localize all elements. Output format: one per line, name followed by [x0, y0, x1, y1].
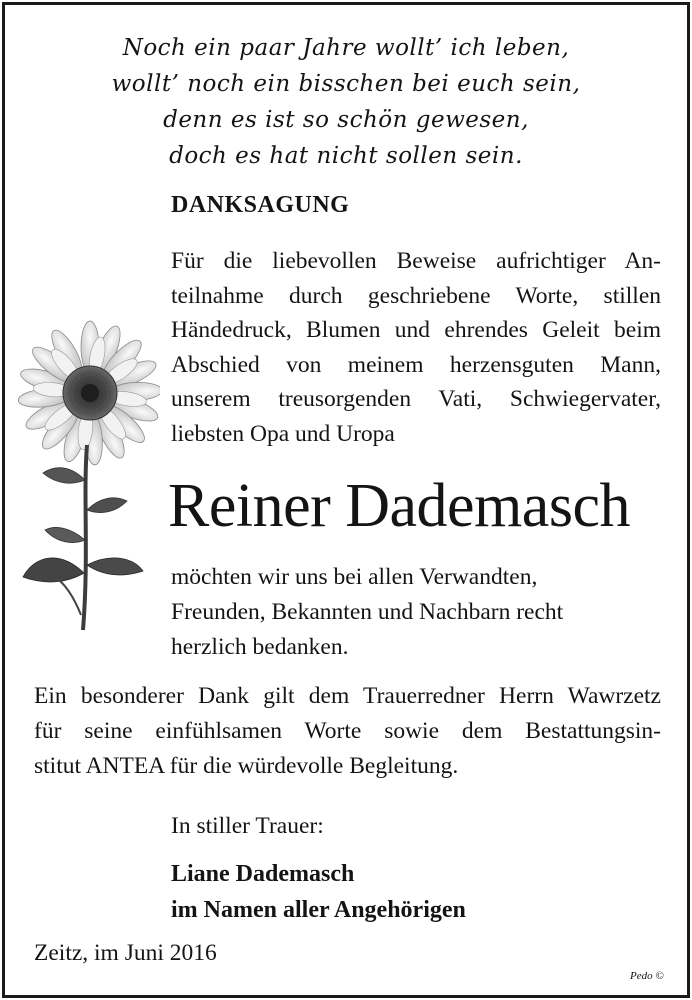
special-thanks-paragraph: [34, 679, 661, 784]
poem-line: doch es hat nicht sollen sein.: [169, 143, 523, 169]
text-line: liebsten Opa und Uropa: [171, 420, 395, 447]
thanks-paragraph: [171, 244, 661, 451]
text-line: stitut ANTEA für die würdevolle Begleitung.: [34, 753, 459, 779]
sunflower-image: [15, 315, 160, 635]
signature-relation: im Namen aller Angehörigen: [171, 897, 466, 923]
text-line: Freunden, Bekannten und Nachbarn recht: [171, 599, 564, 625]
place-date: Zeitz, im Juni 2016: [34, 940, 217, 966]
text-line: Für die liebevollen Beweise aufrichtiger An-: [171, 248, 661, 274]
poem-line: Noch ein paar Jahre wollt’ ich leben,: [122, 35, 570, 61]
deceased-name: Reiner Dademasch: [168, 472, 630, 540]
signature-name: Liane Dademasch: [171, 861, 355, 887]
thanks-closing-paragraph: [171, 560, 563, 665]
poem-line: denn es ist so schön gewesen,: [163, 107, 529, 133]
poem-line: wollt’ noch ein bisschen bei euch sein,: [111, 71, 581, 97]
text-line: herzlich bedanken.: [171, 634, 349, 660]
signature: [171, 856, 466, 928]
text-line: Händedruck, Blumen und ehrendes Geleit beim: [171, 317, 661, 343]
text-line: teilnahme durch geschriebene Worte, stillen: [171, 282, 661, 309]
text-line: möchten wir uns bei allen Verwandten,: [171, 564, 538, 590]
text-line: für seine einfühlsamen Worte sowie dem Bestattungsin-: [34, 718, 661, 744]
image-credit: Pedo ©: [630, 970, 664, 982]
text-line: Abschied von meinem herzensguten Mann,: [171, 351, 661, 378]
poem: [0, 30, 692, 174]
mourning-line: In stiller Trauer:: [171, 813, 324, 839]
text-line: unserem treusorgenden Vati, Schwiegervater,: [171, 386, 661, 412]
heading: DANKSAGUNG: [171, 192, 350, 218]
text-line: Ein besonderer Dank gilt dem Trauerredner Herrn Wawrzetz: [34, 683, 661, 709]
